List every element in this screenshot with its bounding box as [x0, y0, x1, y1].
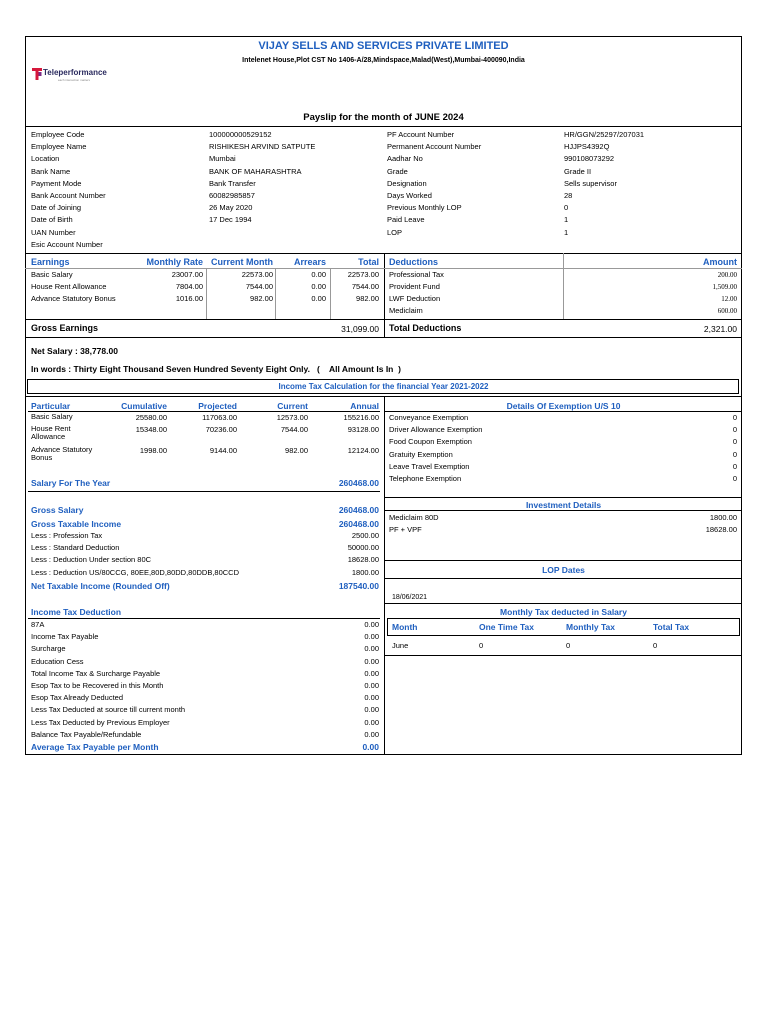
employee-field-label: UAN Number — [31, 227, 76, 237]
tax-current: 12573.00 — [276, 413, 308, 422]
avg-tax-value: 0.00 — [362, 742, 379, 752]
earnings-header: Earnings — [31, 257, 70, 267]
itd-label: Education Cess — [31, 656, 84, 666]
mtax-month: June — [392, 641, 409, 650]
logo-mark-icon — [32, 68, 42, 80]
employee-field-label: PF Account Number — [387, 130, 455, 139]
employee-field-value: Bank Transfer — [209, 178, 256, 188]
itd-value: 0.00 — [364, 681, 379, 690]
particular-header: Particular — [31, 401, 71, 411]
exemption-name: Gratuity Exemption — [389, 449, 453, 459]
itd-value: 0.00 — [364, 729, 379, 739]
tax-annual: 155216.00 — [343, 413, 379, 422]
itd-value: 0.00 — [364, 632, 379, 642]
employee-field-label: Permanent Account Number — [387, 142, 482, 152]
total-header: Total — [358, 257, 379, 267]
employee-field-value: Grade II — [564, 166, 592, 176]
employee-field-value: Mumbai — [209, 154, 236, 164]
investment-title: Investment Details — [525, 500, 602, 510]
investment-value: 1800.00 — [709, 513, 737, 522]
itd-label: Esop Tax to be Recovered in this Month — [31, 681, 164, 690]
less-item-value: 18628.00 — [347, 555, 379, 565]
itd-label: 87A — [31, 620, 45, 629]
employee-field-value: Sells supervisor — [564, 178, 617, 188]
employee-field-label: Bank Account Number — [31, 191, 106, 200]
earning-arrears: 0.00 — [311, 270, 326, 279]
earning-current-month: 22573.00 — [241, 270, 273, 279]
employee-field-label: Date of Joining — [31, 203, 82, 213]
itd-label: Esop Tax Already Deducted — [31, 693, 124, 703]
tax-current: 7544.00 — [280, 425, 308, 434]
deduction-name: Professional Tax — [389, 270, 444, 279]
deduction-name: Provident Fund — [389, 282, 440, 291]
itd-value: 0.00 — [364, 705, 379, 715]
current-month-header: Current Month — [211, 257, 273, 267]
employee-field-value: 1 — [564, 215, 569, 225]
employee-field-value: 100000000529152 — [209, 130, 272, 139]
itd-label: Balance Tax Payable/Refundable — [31, 729, 142, 739]
monthly-tax-title: Monthly Tax deducted in Salary — [500, 607, 627, 617]
itd-label: Income Tax Payable — [31, 632, 99, 642]
deduction-amount: 200.00 — [717, 271, 737, 279]
less-item-value: 50000.00 — [347, 543, 379, 553]
earning-arrears: 0.00 — [311, 282, 326, 291]
employee-field-label: Grade — [387, 166, 408, 176]
gross-salary-label: Gross Salary — [31, 505, 84, 515]
earning-current-month: 7544.00 — [245, 282, 273, 291]
deduction-amount: 1,509.00 — [712, 283, 737, 291]
employee-field-label: Days Worked — [387, 191, 432, 200]
monthly-rate-header: Monthly Rate — [146, 257, 203, 267]
itd-value: 0.00 — [364, 656, 379, 666]
month-header: Month — [392, 622, 418, 632]
tax-cumulative: 25580.00 — [135, 413, 167, 422]
payslip-title: Payslip for the month of JUNE 2024 — [303, 112, 464, 123]
total-deductions-label: Total Deductions — [389, 323, 462, 333]
mtax-total: 0 — [653, 641, 658, 650]
employee-field-value: 1 — [564, 227, 569, 237]
employee-field-label: LOP — [387, 227, 403, 237]
employee-field-value: RISHIKESH ARVIND SATPUTE — [209, 142, 316, 152]
earning-total: 982.00 — [356, 294, 379, 303]
less-item-label: Less : Deduction US/80CCG, 80EE,80D,80DD,80DDB,80CCD — [31, 567, 240, 577]
logo-text: Teleperformance — [43, 68, 107, 77]
deduction-name: Mediclaim — [389, 306, 423, 315]
current-header: Current — [277, 401, 308, 411]
exemption-value: 0 — [732, 474, 737, 483]
employee-field-label: Bank Name — [31, 166, 71, 176]
monthly-tax-header: Monthly Tax — [566, 622, 615, 632]
tax-annual: 12124.00 — [347, 446, 379, 455]
earning-name: Basic Salary — [31, 270, 73, 279]
exemption-name: Telephone Exemption — [389, 474, 462, 483]
tax-projected: 9144.00 — [209, 446, 237, 455]
salary-for-year-value: 260468.00 — [338, 478, 379, 488]
exemption-name: Food Coupon Exemption — [389, 437, 472, 447]
company-logo — [32, 67, 112, 83]
lop-date: 18/06/2021 — [392, 594, 428, 601]
company-name: VIJAY SELLS AND SERVICES PRIVATE LIMITED — [258, 40, 509, 52]
cumulative-header: Cumulative — [121, 401, 167, 411]
employee-field-label: Date of Birth — [31, 215, 73, 225]
deduction-amount: 600.00 — [717, 307, 737, 315]
employee-field-label: Aadhar No — [387, 154, 423, 164]
employee-field-label: Employee Code — [31, 130, 85, 139]
total-deductions-value: 2,321.00 — [703, 324, 737, 334]
earning-total: 22573.00 — [347, 270, 379, 279]
mtax-monthly: 0 — [566, 641, 571, 650]
avg-tax-label: Average Tax Payable per Month — [31, 742, 159, 752]
amount-header: Amount — [703, 257, 737, 267]
deduction-amount: 12.00 — [721, 295, 737, 303]
exemption-value: 0 — [732, 413, 737, 422]
gross-salary-value: 260468.00 — [338, 505, 379, 515]
itd-value: 0.00 — [364, 644, 379, 654]
gross-earnings-value: 31,099.00 — [341, 324, 379, 334]
earning-monthly-rate: 7804.00 — [175, 282, 203, 291]
less-item-value: 1800.00 — [351, 567, 379, 577]
tax-particular: Basic Salary — [31, 412, 73, 421]
exemption-name: Conveyance Exemption — [389, 413, 469, 422]
less-item-label: Less : Deduction Under section 80C — [31, 555, 152, 565]
exemption-value: 0 — [732, 461, 737, 471]
exemption-value: 0 — [732, 425, 737, 435]
less-item-label: Less : Standard Deduction — [31, 543, 120, 553]
net-taxable-value: 187540.00 — [338, 581, 379, 591]
investment-name: PF + VPF — [389, 525, 422, 535]
employee-field-value: 26 May 2020 — [209, 203, 253, 213]
earning-current-month: 982.00 — [250, 294, 273, 303]
investment-name: Mediclaim 80D — [389, 513, 439, 522]
net-taxable-label: Net Taxable Income (Rounded Off) — [31, 581, 170, 591]
one-time-tax-header: One Time Tax — [479, 622, 534, 632]
earning-arrears: 0.00 — [311, 294, 326, 303]
itd-value: 0.00 — [364, 620, 379, 629]
gross-taxable-value: 260468.00 — [338, 519, 379, 529]
earning-name: House Rent Allowance — [31, 282, 107, 291]
employee-field-label: Previous Monthly LOP — [387, 203, 462, 213]
itd-label: Less Tax Deducted by Previous Employer — [31, 717, 170, 727]
company-address: Intelenet House,Plot CST No 1406-A/28,Mindspace,Malad(West),Mumbai-400090,India — [242, 57, 525, 64]
itd-value: 0.00 — [364, 668, 379, 678]
itd-label: Surcharge — [31, 644, 66, 654]
tax-particular: Advance Statutory Bonus — [31, 445, 93, 462]
exemption-name: Leave Travel Exemption — [389, 461, 470, 471]
earning-monthly-rate: 23007.00 — [171, 270, 203, 279]
employee-field-value: BANK OF MAHARASHTRA — [209, 166, 302, 176]
tax-cumulative: 1998.00 — [139, 446, 167, 455]
employee-field-label: Employee Name — [31, 142, 87, 152]
deduction-name: LWF Deduction — [389, 294, 441, 303]
less-item-value: 2500.00 — [351, 531, 379, 540]
less-item-label: Less : Profession Tax — [31, 531, 103, 540]
exemption-value: 0 — [732, 437, 737, 447]
earning-monthly-rate: 1016.00 — [175, 294, 203, 303]
mtax-one-time: 0 — [479, 641, 484, 650]
exemption-name: Driver Allowance Exemption — [389, 425, 483, 435]
income-tax-deduction-title: Income Tax Deduction — [31, 607, 122, 617]
itd-value: 0.00 — [364, 693, 379, 703]
lop-title: LOP Dates — [542, 565, 585, 575]
tax-annual: 93128.00 — [347, 425, 379, 434]
arrears-header: Arrears — [293, 257, 326, 267]
earning-name: Advance Statutory Bonus — [31, 294, 116, 303]
itd-label: Less Tax Deducted at source till current month — [31, 705, 186, 715]
employee-field-value: 17 Dec 1994 — [209, 215, 252, 225]
employee-field-label: Location — [31, 154, 60, 164]
deductions-header: Deductions — [389, 257, 439, 267]
employee-field-value: 28 — [564, 191, 573, 200]
tax-projected: 117063.00 — [202, 413, 237, 422]
employee-field-label: Payment Mode — [31, 178, 82, 188]
salary-for-year-label: Salary For The Year — [31, 478, 111, 488]
projected-header: Projected — [198, 401, 237, 411]
net-salary: Net Salary : 38,778.00 — [31, 346, 118, 356]
gross-earnings-label: Gross Earnings — [31, 323, 99, 333]
tax-current: 982.00 — [285, 446, 308, 455]
tax-cumulative: 15348.00 — [135, 425, 167, 434]
exemption-value: 0 — [732, 449, 737, 459]
employee-field-value: 0 — [564, 203, 569, 213]
tax-title: Income Tax Calculation for the financial Year 2021-2022 — [278, 382, 489, 391]
gross-taxable-label: Gross Taxable Income — [31, 519, 122, 529]
exemption-title: Details Of Exemption U/S 10 — [506, 401, 621, 411]
employee-field-label: Designation — [387, 178, 427, 188]
employee-field-label: Esic Account Number — [31, 239, 103, 249]
employee-field-label: Paid Leave — [387, 215, 425, 225]
earning-total: 7544.00 — [351, 282, 379, 291]
employee-field-value: 60082985857 — [209, 191, 255, 200]
logo-subtext: each interaction matters — [58, 78, 91, 82]
employee-field-value: HJJPS4392Q — [564, 142, 610, 152]
itd-label: Total Income Tax & Surcharge Payable — [31, 668, 161, 678]
total-tax-header: Total Tax — [653, 622, 690, 632]
annual-header: Annual — [350, 401, 379, 411]
amount-in-words: In words : Thirty Eight Thousand Seven Hundred Seventy Eight Only. ( All Amount Is In ) — [31, 364, 401, 374]
employee-field-value: HR/GGN/25297/207031 — [564, 130, 645, 139]
tax-projected: 70236.00 — [205, 425, 237, 434]
employee-field-value: 990108073292 — [564, 154, 615, 164]
tax-particular: House Rent Allowance — [31, 424, 71, 441]
investment-value: 18628.00 — [705, 525, 737, 535]
itd-value: 0.00 — [364, 717, 379, 727]
